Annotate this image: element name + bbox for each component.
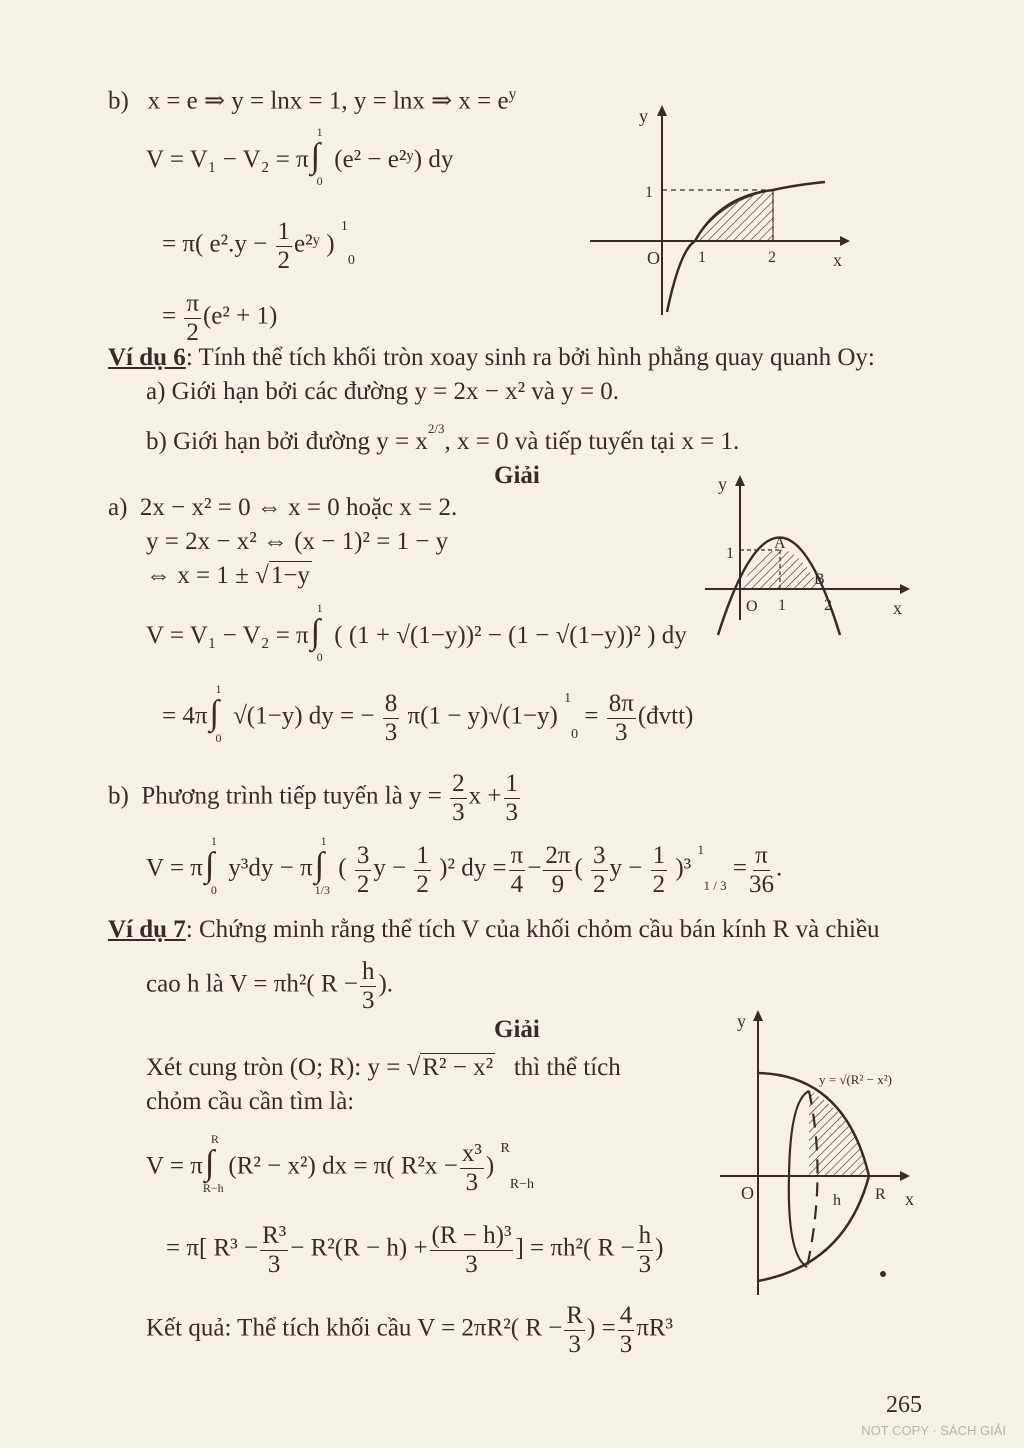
ex7-s3-mid: (R² − x²) dx = π( R²x −	[228, 1152, 458, 1180]
tick-y1: 1	[645, 184, 653, 201]
ex7-s5-mid: ) =	[587, 1314, 616, 1342]
ex6-b-line2: V = π∫ 1 0 y³dy − π∫ 1 1/3 ( $\frac{3}{2}$ y − $\frac{1}{2}$ )² dy = $\frac{\pi}{4}$ − $\frac{2\pi}{9}$ ( $\frac{3}{2}$ y − $\frac{1}{2}$ )³ $^1_{1 / 3}$ = $\frac{\pi}{36}$ .	[146, 833, 783, 898]
ex7-s4: = π[ R³ − $\frac{\text{R³}}{3}$ − R²(R − h) + $\frac{\text{(R − h)³}}{3}$ ] = πh²( R − $\frac{h}{3}$ )	[166, 1222, 664, 1278]
ex7-s4-mid: − R²(R − h) +	[290, 1234, 428, 1262]
integral-sign: ∫ 1 1/3	[314, 833, 330, 897]
ex7-s3: V = π∫ R R−h (R² − x²) dx = π( R²x − $\frac{\text{x³}}{3}$ ) $^R_{R-h}$	[146, 1131, 535, 1196]
int-lower: 0	[316, 174, 323, 188]
frac-8-3: $\frac{8}{3}$	[384, 690, 398, 746]
graph-sphere-cap	[715, 1005, 925, 1295]
frac-8pi-3: $\frac{8\pi}{3}$	[608, 690, 634, 746]
label-y: y	[639, 106, 648, 126]
ex7-s5	[146, 1302, 673, 1358]
eval-lower: 0	[347, 252, 355, 268]
label-origin: O	[647, 248, 660, 268]
ex6-a-line5-unit: (đvtt)	[637, 702, 694, 730]
ex6-a-line1	[108, 494, 457, 523]
graph-parabola	[700, 470, 920, 645]
ex6-title: Ví dụ 6	[108, 344, 186, 371]
ex6-exp: 2/3	[427, 421, 445, 436]
tick-y1: 1	[726, 545, 734, 562]
partb-integrand: (e² − e²ʸ) dy	[334, 146, 454, 173]
ex6-b-line2-mid: y³dy − π	[228, 854, 313, 882]
partb-volume-lhs: V = V₁ − V₂ = π	[146, 146, 309, 173]
x-arrow	[840, 236, 850, 246]
frac-1-2: $\frac{1}{2}$	[416, 842, 429, 898]
tick-2: 2	[768, 249, 776, 266]
ex7-text: : Chứng minh rằng thể tích V của khối chỏm cầu bán kính R và chiều	[185, 916, 880, 943]
ex7-title: Ví dụ 7	[108, 916, 186, 943]
partb-line1	[108, 86, 516, 116]
curve-equation: y = √(R² − x²)	[819, 1072, 892, 1087]
page-number: 265	[886, 1392, 922, 1418]
tick-2: 2	[824, 597, 832, 614]
ex7-s1-pre: Xét cung tròn (O; R): y =	[146, 1054, 401, 1081]
ex7-s1: Xét cung tròn (O; R): y = √R² − x² thì thể tích	[146, 1054, 621, 1081]
ex6-heading	[108, 344, 875, 373]
ex7-solution-heading: Giải	[494, 1016, 540, 1043]
frac-pi-4: $\frac{\pi}{4}$	[510, 842, 524, 898]
label-y: y	[718, 474, 727, 494]
integral-sign: ∫ 1 0	[204, 833, 217, 897]
ex6-a-line4-rhs: ( (1 + √(1−y))² − (1 − √(1−y))² ) dy	[334, 622, 687, 649]
ex6-a-label: a)	[108, 494, 128, 521]
partb-eval-text: = π( e².y −	[162, 230, 274, 258]
partb-result-tail: (e² + 1)	[202, 302, 278, 330]
ex6-a-line1-text: 2x − x² = 0 ⇔ x = 0 hoặc x = 2.	[139, 494, 458, 521]
label-x: x	[905, 1189, 914, 1209]
ex7-text2-end: ).	[378, 970, 394, 998]
ex7-s4-end: ] = πh²( R −	[515, 1234, 635, 1262]
label-B: B	[814, 571, 825, 588]
label-h: h	[833, 1192, 841, 1209]
frac-2-3: $\frac{2}{3}$	[452, 770, 465, 826]
label-origin: O	[741, 1183, 754, 1203]
frac-pi-2: $\frac{\pi}{2}$	[186, 290, 199, 346]
ex7-text2: cao h là V = πh²( R −	[146, 970, 358, 998]
integral-sign: ∫ 1 0	[310, 125, 323, 188]
graph-ln	[585, 100, 855, 320]
frac-4-3: $\frac{4}{3}$	[619, 1302, 633, 1358]
ex6-item-b-pre: b) Giới hạn bởi đường y =	[146, 428, 410, 455]
frac-x3-3: $\frac{\text{x³}}{3}$	[461, 1140, 482, 1196]
frac-Rh3-3: $\frac{\text{(R − h)³}}{3}$	[431, 1222, 512, 1278]
frac-3-2: $\frac{3}{2}$	[356, 842, 370, 898]
label-origin: O	[746, 598, 758, 615]
frac-2pi-9: $\frac{2\pi}{9}$	[545, 842, 571, 898]
partb-exp: y	[508, 86, 517, 103]
ex6-item-b: b) Giới hạn bởi đường $y = x^{2/3}$, x = 0 và tiếp tuyến tại x = 1.	[146, 421, 740, 455]
ex6-a-line5-eq: =	[584, 702, 599, 730]
ex7-s5-end: πR³	[636, 1314, 673, 1342]
ex6-a-line4	[146, 601, 687, 664]
label-R: R	[875, 1186, 886, 1203]
partb-formula: x = e ⇒ y = lnx = 1, y = lnx ⇒ x = e	[147, 87, 509, 115]
ex6-a-line2: y = 2x − x² ⇔ (x − 1)² = 1 − y	[146, 528, 449, 555]
frac-h-3: $\frac{h}{3}$	[361, 958, 375, 1014]
partb-volume	[146, 125, 454, 188]
frac-R-3: $\frac{R}{3}$	[566, 1302, 584, 1358]
ex7-heading	[108, 916, 880, 945]
ex6-b-line1-text: Phương trình tiếp tuyến là y =	[141, 782, 442, 810]
integral-sign: ∫ 1 0	[209, 681, 222, 745]
ex6-a-line3-sqrt: 1−y	[270, 562, 310, 589]
y-arrow	[657, 105, 667, 116]
ex6-item-a: a) Giới hạn bởi các đường y = 2x − x² và y = 0.	[146, 378, 620, 405]
tick-1: 1	[778, 597, 786, 614]
ex6-text: : Tính thể tích khối tròn xoay sinh ra bởi hình phẳng quay quanh Oy:	[185, 344, 875, 371]
watermark: NOT COPY · SÁCH GIẢI	[861, 1423, 1006, 1438]
ex6-a-line4-lhs: V = V₁ − V₂ = π	[146, 622, 309, 649]
frac-R3-3: $\frac{\text{R³}}{3}$	[262, 1222, 287, 1278]
ex7-s5-pre: Kết quả: Thể tích khối cầu V = 2πR²( R −	[146, 1314, 563, 1342]
partb-result	[162, 290, 277, 346]
partb-result-eq: =	[162, 302, 177, 330]
ex6-a-line5-mid2: π(1 − y)√(1−y)	[401, 702, 558, 730]
cap-ellipse-front	[789, 1091, 809, 1267]
frac-pi-36: $\frac{\pi}{36}$	[748, 842, 774, 898]
integral-sign: ∫ R R−h	[202, 1131, 224, 1195]
ex6-b-line1	[108, 770, 522, 826]
label-y: y	[737, 1011, 746, 1031]
tick-1: 1	[698, 249, 706, 266]
frac-half: $\frac{1}{2}$	[277, 218, 290, 274]
ex6-b-label: b)	[108, 782, 129, 810]
ex6-a-line5-mid: √(1−y) dy = −	[233, 702, 381, 730]
dot	[880, 1271, 886, 1277]
ex7-s1-sqrt: R² − x²	[422, 1054, 494, 1081]
frac-1-3: $\frac{1}{3}$	[505, 770, 518, 826]
ex6-a-line3: ⇔ x = 1 ± √1−y	[146, 562, 310, 589]
ex6-solution-heading: Giải	[494, 462, 540, 489]
int-upper: 1	[316, 125, 323, 139]
partb-label: b)	[108, 87, 129, 115]
ex7-s1-post: thì thể tích	[513, 1054, 621, 1081]
ex7-s4-lhs: = π[ R³ −	[166, 1234, 259, 1262]
label-A: A	[774, 535, 786, 552]
ex7-s2: chỏm cầu cần tìm là:	[146, 1088, 355, 1115]
integral-sign: ∫ 1 0	[310, 601, 323, 664]
ex7-s3-lhs: V = π	[146, 1152, 203, 1180]
ex6-item-b-post: , x = 0 và tiếp tuyến tại x = 1.	[444, 428, 740, 455]
ex6-a-line3-text: ⇔ x = 1 ±	[146, 562, 256, 589]
ex6-b-line1-plus: x +	[468, 782, 502, 810]
shaded-region	[695, 190, 773, 241]
ex6-b-line2-lhs: V = π	[146, 854, 203, 882]
ex7-line2	[146, 958, 393, 1014]
label-x: x	[833, 250, 842, 270]
partb-eval-tail: e²ʸ )	[294, 230, 335, 258]
ex6-a-line5-lhs: = 4π	[162, 702, 208, 730]
ex6-a-line5: = 4π∫ 1 0 √(1−y) dy = − $\frac{8}{3}$ π(1 − y)√(1−y) $^1_0$ = $\frac{8\pi}{3}$ (đvtt)	[162, 681, 694, 746]
partb-eval	[162, 218, 355, 274]
label-x: x	[893, 598, 902, 618]
eval-upper: 1	[340, 218, 348, 234]
